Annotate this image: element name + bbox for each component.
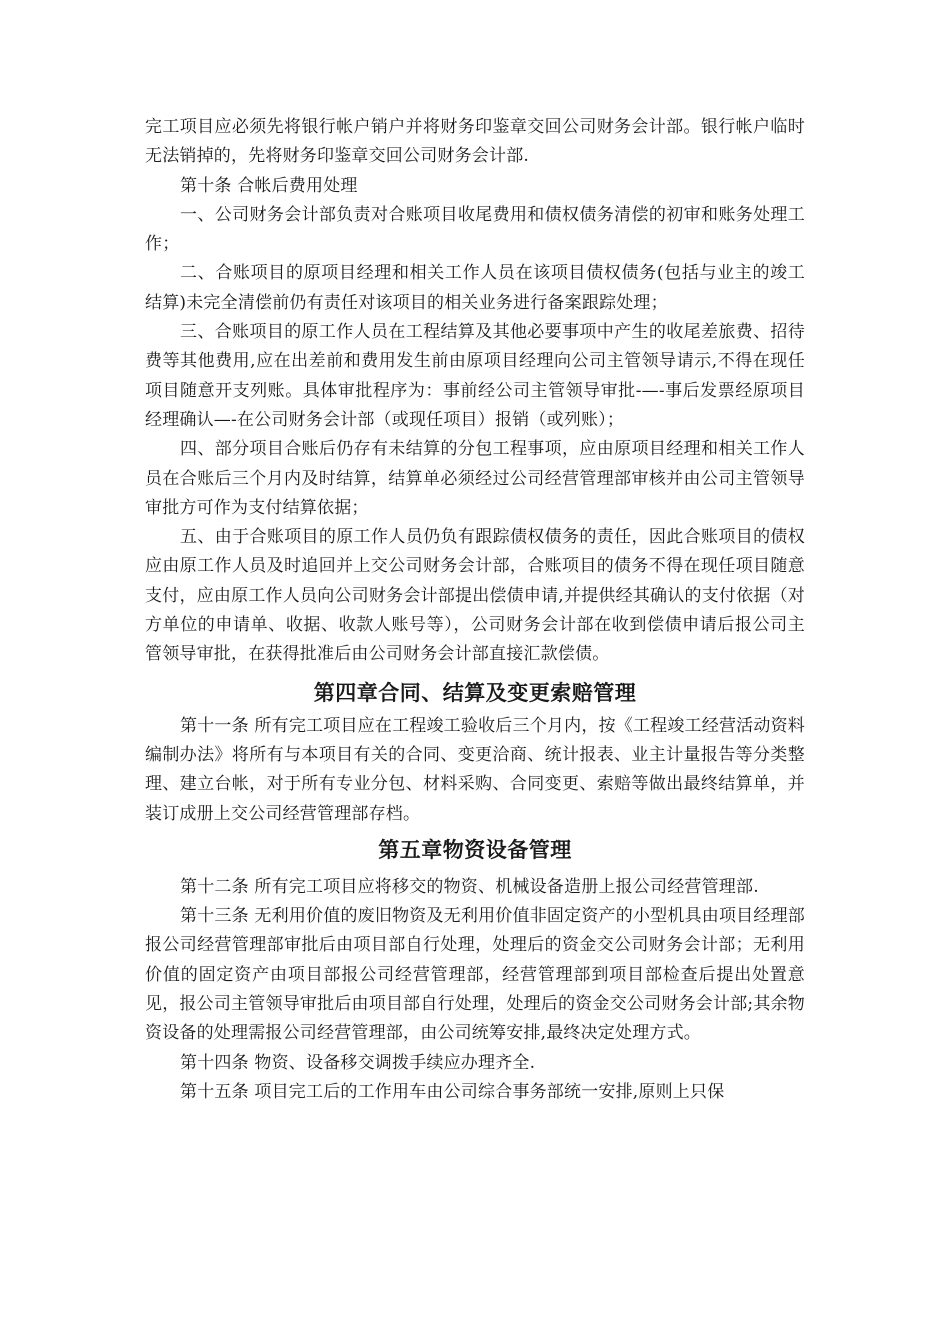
- article-10-item-5: 五、由于合账项目的原工作人员仍负有跟踪债权债务的责任，因此合账项目的债权应由原工作人员及时追回并上交公司财务会计部，合账项目的债务不得在现任项目随意支付，应由原工作人员向公司财务会计部提出偿债申请,并提供经其确认的支付依据（对方单位的申请单、收据、收款人账号等），公司财务会计部在收到偿债申请后报公司主管领导审批，在获得批准后由公司财务会计部直接汇款偿债。: [145, 527, 805, 665]
- article-10-item-3: 三、合账项目的原工作人员在工程结算及其他必要事项中产生的收尾差旅费、招待费等其他费用,应在出差前和费用发生前由原项目经理向公司主管领导请示,不得在现任项目随意开支列账。具体审批程序为：事前经公司主管领导审批-—-事后发票经原项目经理确认—-在公司财务会计部（或现任项目）报销（或列账）；: [145, 322, 805, 430]
- document-page: [145, 113, 805, 1107]
- chapter-4-heading: 第四章合同、结算及变更索赔管理: [313, 680, 637, 705]
- article-12: 第十二条 所有完工项目应将移交的物资、机械设备造册上报公司经营管理部.: [180, 876, 759, 897]
- article-10-item-1: 一、公司财务会计部负责对合账项目收尾费用和债权债务清偿的初审和账务处理工作；: [145, 204, 805, 255]
- article-10-item-4: 四、部分项目合账后仍存有未结算的分包工程事项，应由原项目经理和相关工作人员在合账后三个月内及时结算，结算单必须经过公司经营管理部审核并由公司主管领导审批方可作为支付结算依据；: [145, 439, 805, 518]
- paragraph-bank-account: 完工项目应必须先将银行帐户销户并将财务印鉴章交回公司财务会计部。银行帐户临时无法销掉的，先将财务印鉴章交回公司财务会计部.: [145, 117, 805, 167]
- article-10-title: 第十条 合帐后费用处理: [180, 175, 358, 196]
- article-13: 第十三条 无利用价值的废旧物资及无利用价值非固定资产的小型机具由项目经理部报公司经营管理部审批后由项目部自行处理，处理后的资金交公司财务会计部；无利用价值的固定资产由项目部报公司经营管理部，经营管理部到项目部检查后提出处置意见，报公司主管领导审批后由项目部自行处理，处理后的资金交公司财务会计部;其余物资设备的处理需报公司经营管理部，由公司统筹安排,最终决定处理方式。: [145, 906, 805, 1044]
- article-11: 第十一条 所有完工项目应在工程竣工验收后三个月内，按《工程竣工经营活动资料编制办法》将所有与本项目有关的合同、变更洽商、统计报表、业主计量报告等分类整理、建立台帐，对于所有专业分包、材料采购、合同变更、索赔等做出最终结算单，并装订成册上交公司经营管理部存档。: [145, 715, 805, 824]
- article-15: 第十五条 项目完工后的工作用车由公司综合事务部统一安排,原则上只保: [180, 1081, 725, 1102]
- chapter-5-heading: 第五章物资设备管理: [378, 837, 572, 862]
- article-14: 第十四条 物资、设备移交调拨手续应办理齐全.: [180, 1052, 536, 1073]
- article-10-item-2: 二、合账项目的原项目经理和相关工作人员在该项目债权债务(包括与业主的竣工结算)未完全清偿前仍有责任对该项目的相关业务进行备案跟踪处理；: [145, 263, 805, 313]
